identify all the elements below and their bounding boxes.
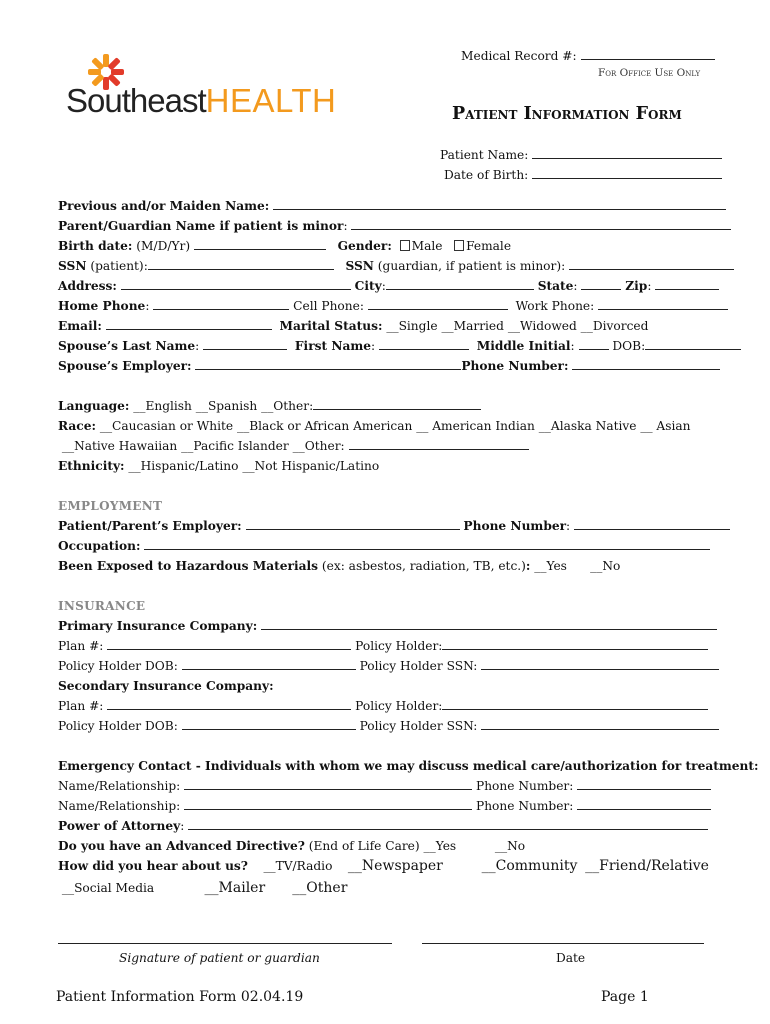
- occupation-row: [58, 536, 710, 556]
- phones-row: Home Phone: Cell Phone: Work Phone:: [58, 296, 728, 316]
- occupation-label: Occupation:: [58, 539, 141, 553]
- ssn-patient-input[interactable]: [148, 258, 334, 270]
- secondary-holder-dob-input[interactable]: [182, 718, 356, 730]
- birth-gender-row: [58, 236, 511, 256]
- spouse-employer-row: [58, 356, 720, 376]
- medical-record-label: Medical Record #:: [461, 49, 577, 63]
- insurance-heading: INSURANCE: [58, 599, 146, 613]
- referral-other[interactable]: __Other: [292, 880, 348, 896]
- language-label: Language:: [58, 399, 130, 413]
- primary-holder-ssn-input[interactable]: [481, 658, 719, 670]
- primary-holder-row: [58, 656, 719, 676]
- secondary-holder-ssn-input[interactable]: [481, 718, 719, 730]
- spouse-name-row: Spouse’s Last Name: First Name: Middle Initial: DOB:: [58, 336, 741, 356]
- marital-options[interactable]: __Single __Married __Widowed __Divorced: [386, 319, 649, 333]
- emergency-phone-label-2: Phone Number:: [476, 799, 574, 813]
- birth-date-format: (M/D/Yr): [136, 239, 191, 253]
- email-marital-row: [58, 316, 648, 336]
- referral-label: How did you hear about us?: [58, 859, 248, 873]
- ethnicity-label: Ethnicity:: [58, 459, 125, 473]
- state-label: State: [537, 279, 574, 293]
- emergency-phone-label-1: Phone Number:: [476, 779, 574, 793]
- ethnicity-options[interactable]: __Hispanic/Latino __Not Hispanic/Latino: [128, 459, 380, 473]
- state-input[interactable]: [581, 278, 621, 290]
- form-title: Patient Information Form: [452, 104, 682, 124]
- spouse-first-name-label: First Name: [294, 339, 372, 353]
- male-label: Male: [411, 239, 443, 253]
- referral-friend[interactable]: __Friend/Relative: [585, 858, 709, 874]
- female-checkbox[interactable]: [454, 240, 464, 251]
- power-of-attorney-input[interactable]: [188, 818, 708, 830]
- employment-heading: EMPLOYMENT: [58, 499, 163, 513]
- primary-insurance-row: [58, 616, 717, 636]
- power-of-attorney-label: Power of Attorney: [58, 819, 181, 833]
- primary-plan-row: [58, 636, 708, 656]
- secondary-holder-label: Policy Holder:: [355, 699, 443, 713]
- secondary-plan-row: [58, 696, 708, 716]
- emergency-contact-1: [58, 776, 711, 796]
- secondary-holder-dob-label: Policy Holder DOB:: [58, 719, 178, 733]
- hazard-row: Been Exposed to Hazardous Materials (ex: asbestos, radiation, TB, etc.): __Yes __No: [58, 559, 621, 573]
- emergency-heading: Emergency Contact - Individuals with whom we may discuss medical care/authorization for treatment:: [58, 759, 759, 773]
- directive-label: Do you have an Advanced Directive?: [58, 839, 305, 853]
- hazard-yes[interactable]: __Yes: [534, 559, 567, 573]
- spouse-phone-label: Phone Number:: [461, 359, 569, 373]
- logo: [66, 52, 376, 124]
- email-label: Email:: [58, 319, 102, 333]
- maiden-name-label: Previous and/or Maiden Name:: [58, 199, 270, 213]
- date-label: Date: [556, 951, 586, 965]
- female-label: Female: [466, 239, 512, 253]
- primary-holder-label: Policy Holder:: [355, 639, 443, 653]
- guardian-name-row[interactable]: Parent/Guardian Name if patient is minor:: [58, 216, 731, 236]
- spouse-last-name-label: Spouse’s Last Name: [58, 339, 196, 353]
- logo-southeast: Southeast: [66, 82, 206, 119]
- language-other-input[interactable]: [313, 398, 481, 410]
- primary-holder-dob-label: Policy Holder DOB:: [58, 659, 178, 673]
- cell-phone-label: Cell Phone:: [293, 299, 364, 313]
- secondary-holder-input[interactable]: [442, 698, 708, 710]
- primary-insurance-label: Primary Insurance Company:: [58, 619, 258, 633]
- address-input[interactable]: [121, 278, 351, 290]
- city-input[interactable]: [386, 278, 534, 290]
- emergency-phone-input-1[interactable]: [577, 778, 711, 790]
- referral-social[interactable]: __Social Media: [61, 881, 155, 895]
- spouse-employer-label: Spouse’s Employer:: [58, 359, 192, 373]
- date-line[interactable]: [422, 943, 704, 944]
- referral-mailer[interactable]: __Mailer: [204, 880, 266, 896]
- secondary-insurance-label: Secondary Insurance Company:: [58, 679, 274, 693]
- directive-no[interactable]: __No: [494, 839, 526, 853]
- spouse-dob-input[interactable]: [645, 338, 741, 350]
- work-phone-label: Work Phone:: [515, 299, 595, 313]
- email-input[interactable]: [106, 318, 272, 330]
- date-of-birth-label: Date of Birth:: [444, 168, 529, 182]
- zip-label: Zip: [625, 279, 648, 293]
- spouse-phone-input[interactable]: [572, 358, 720, 370]
- primary-holder-input[interactable]: [442, 638, 708, 650]
- signature-label: Signature of patient or guardian: [119, 951, 320, 965]
- race-row-2: [58, 436, 529, 456]
- referral-row-2: [58, 878, 347, 898]
- language-row: [58, 396, 481, 416]
- spouse-first-name-input[interactable]: [379, 338, 469, 350]
- middle-initial-input[interactable]: [579, 338, 609, 350]
- gender-label: Gender:: [337, 239, 392, 253]
- primary-plan-input[interactable]: [107, 638, 351, 650]
- patient-name-label: Patient Name:: [440, 148, 529, 162]
- emergency-phone-input-2[interactable]: [577, 798, 711, 810]
- guardian-name-label: Parent/Guardian Name if patient is minor: [58, 219, 344, 233]
- race-options-2[interactable]: __Native Hawaiian __Pacific Islander __Other:: [61, 439, 345, 453]
- secondary-insurance-row: [58, 676, 274, 696]
- primary-holder-ssn-label: Policy Holder SSN:: [359, 659, 478, 673]
- ssn-guardian-input[interactable]: [569, 258, 734, 270]
- emergency-name-label-1: Name/Relationship:: [58, 779, 181, 793]
- home-phone-input[interactable]: [153, 298, 289, 310]
- ssn-row: [58, 256, 734, 276]
- race-row: [58, 416, 690, 436]
- secondary-holder-row: [58, 716, 719, 736]
- birth-date-label: Birth date:: [58, 239, 133, 253]
- ssn-guardian-label: SSN: [345, 259, 374, 273]
- emergency-contact-2: [58, 796, 711, 816]
- referral-tv[interactable]: __TV/Radio: [263, 859, 333, 873]
- ethnicity-row: [58, 456, 379, 476]
- address-label: Address:: [58, 279, 117, 293]
- referral-newspaper[interactable]: __Newspaper: [347, 858, 443, 874]
- date-of-birth-field[interactable]: [444, 167, 722, 182]
- emergency-name-label-2: Name/Relationship:: [58, 799, 181, 813]
- employer-label: Patient/Parent’s Employer:: [58, 519, 242, 533]
- directive-yes[interactable]: __Yes: [423, 839, 457, 853]
- marital-status-label: Marital Status:: [279, 319, 383, 333]
- address-row: Address: City: State: Zip:: [58, 276, 719, 296]
- spouse-dob-label: DOB:: [612, 339, 646, 353]
- directive-row: [58, 836, 525, 856]
- race-options[interactable]: __Caucasian or White __Black or African American __ American Indian __Alaska Native __ Asian: [99, 419, 691, 433]
- birth-date-input[interactable]: [194, 238, 326, 250]
- middle-initial-label: Middle Initial: [476, 339, 571, 353]
- hazard-label: Been Exposed to Hazardous Materials: [58, 559, 318, 573]
- race-other-input[interactable]: [349, 438, 529, 450]
- primary-insurance-input[interactable]: [261, 618, 717, 630]
- race-label: Race:: [58, 419, 96, 433]
- referral-community[interactable]: __Community: [481, 858, 578, 874]
- directive-paren: (End of Life Care): [308, 839, 420, 853]
- employer-phone-label: Phone Number: [463, 519, 567, 533]
- spouse-last-name-input[interactable]: [203, 338, 287, 350]
- emergency-name-input-2[interactable]: [184, 798, 472, 810]
- primary-plan-label: Plan #:: [58, 639, 104, 653]
- ssn-patient-label: (patient):: [90, 259, 148, 273]
- hazard-examples: (ex: asbestos, radiation, TB, etc.): [321, 559, 526, 573]
- male-checkbox[interactable]: [400, 240, 410, 251]
- ssn-guardian-desc: (guardian, if patient is minor):: [377, 259, 566, 273]
- ssn-label: SSN: [58, 259, 87, 273]
- cell-phone-input[interactable]: [368, 298, 508, 310]
- secondary-holder-ssn-label: Policy Holder SSN:: [359, 719, 478, 733]
- work-phone-input[interactable]: [598, 298, 728, 310]
- medical-record-field[interactable]: [461, 48, 715, 63]
- maiden-name-row[interactable]: [58, 196, 726, 216]
- power-of-attorney-row: Power of Attorney:: [58, 816, 708, 836]
- employer-phone-input[interactable]: [574, 518, 730, 530]
- logo-health: HEALTH: [205, 82, 337, 119]
- spouse-employer-input[interactable]: [195, 358, 461, 370]
- emergency-name-input-1[interactable]: [184, 778, 472, 790]
- office-use-note: For Office Use Only: [598, 67, 701, 79]
- zip-input[interactable]: [655, 278, 719, 290]
- secondary-plan-label: Plan #:: [58, 699, 104, 713]
- form-identifier: Patient Information Form 02.04.19: [56, 989, 304, 1005]
- patient-name-field[interactable]: [440, 147, 722, 162]
- city-label: City: [354, 279, 382, 293]
- employer-input[interactable]: [246, 518, 460, 530]
- hazard-no[interactable]: __No: [590, 559, 621, 573]
- language-options[interactable]: __English __Spanish __Other:: [133, 399, 314, 413]
- home-phone-label: Home Phone: [58, 299, 146, 313]
- signature-line[interactable]: [58, 943, 392, 944]
- occupation-input[interactable]: [144, 538, 710, 550]
- page-number: Page 1: [601, 989, 649, 1005]
- secondary-plan-input[interactable]: [107, 698, 351, 710]
- employer-row: Patient/Parent’s Employer: Phone Number:: [58, 516, 730, 536]
- primary-holder-dob-input[interactable]: [182, 658, 356, 670]
- referral-row: [58, 856, 709, 876]
